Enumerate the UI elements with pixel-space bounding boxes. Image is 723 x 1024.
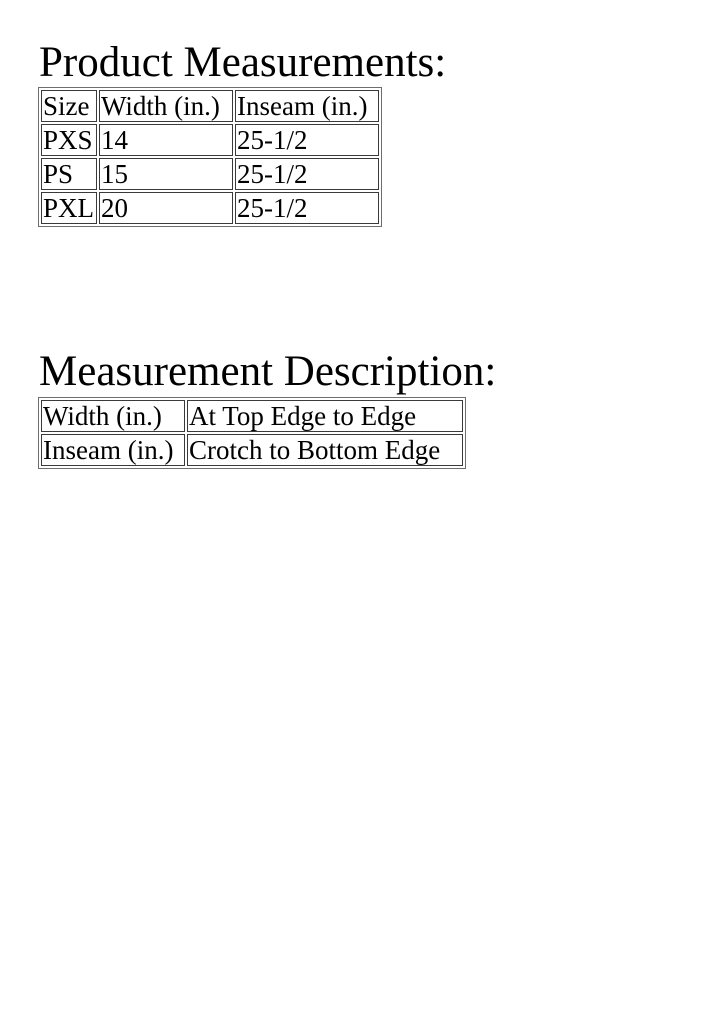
width-cell: 20	[99, 192, 233, 224]
measurement-description-cell: Crotch to Bottom Edge	[187, 434, 463, 466]
measurement-description-cell: At Top Edge to Edge	[187, 400, 463, 432]
table-row	[41, 400, 463, 432]
measurement-name-cell: Inseam (in.)	[41, 434, 185, 466]
size-cell: PS	[41, 158, 97, 190]
table-row	[41, 158, 379, 190]
inseam-cell: 25-1/2	[235, 124, 379, 156]
inseam-cell: 25-1/2	[235, 158, 379, 190]
product-measurements-title: Product Measurements:	[39, 39, 447, 86]
header-cell-inseam: Inseam (in.)	[235, 90, 379, 122]
inseam-cell: 25-1/2	[235, 192, 379, 224]
measurement-name-cell: Width (in.)	[41, 400, 185, 432]
table-row	[41, 192, 379, 224]
header-cell-width: Width (in.)	[99, 90, 233, 122]
measurement-description-title: Measurement Description:	[39, 348, 497, 395]
size-cell: PXL	[41, 192, 97, 224]
table-row	[41, 124, 379, 156]
product-measurements-table	[38, 87, 382, 227]
width-cell: 14	[99, 124, 233, 156]
header-cell-size: Size	[41, 90, 97, 122]
size-cell: PXS	[41, 124, 97, 156]
width-cell: 15	[99, 158, 233, 190]
measurement-description-table	[38, 397, 466, 469]
table-header-row	[41, 90, 379, 122]
table-row	[41, 434, 463, 466]
